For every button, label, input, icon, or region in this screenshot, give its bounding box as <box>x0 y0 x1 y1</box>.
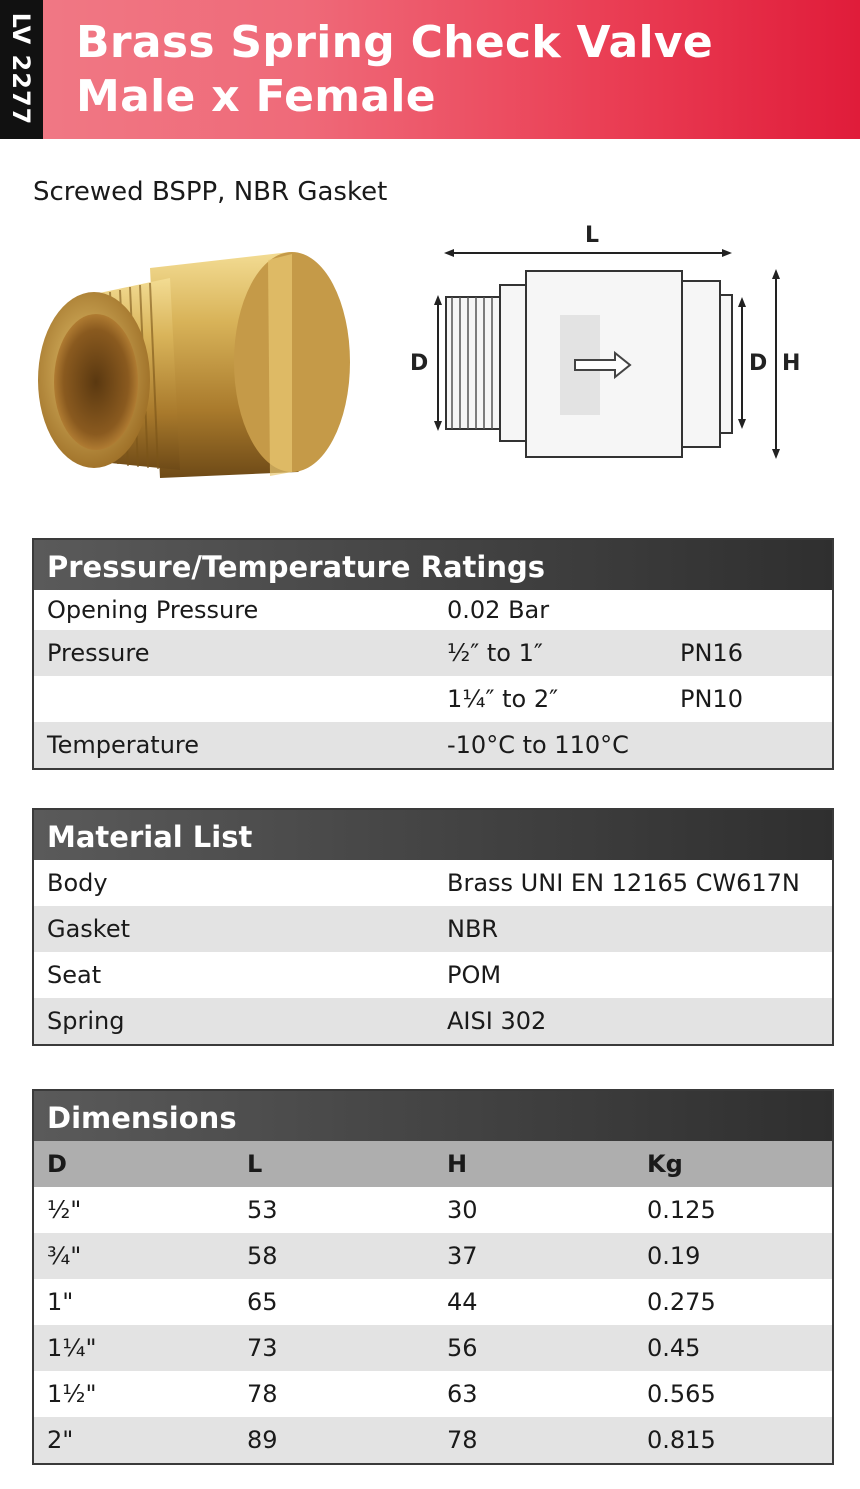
table-row <box>34 1233 832 1279</box>
dim-kg: 0.125 <box>647 1196 716 1224</box>
material-spec: Brass UNI EN 12165 CW617N <box>447 869 800 897</box>
pressure-value: -10°C to 110°C <box>447 731 629 759</box>
dim-d: 1" <box>47 1288 74 1316</box>
page-title <box>76 16 713 124</box>
dim-l: 89 <box>247 1426 278 1454</box>
dim-l: 78 <box>247 1380 278 1408</box>
table-row <box>34 1371 832 1417</box>
dim-kg: 0.815 <box>647 1426 716 1454</box>
material-spec: AISI 302 <box>447 1007 547 1035</box>
column-header-l: L <box>247 1150 263 1178</box>
pressure-label: Pressure <box>47 639 150 667</box>
pressure-value: ½″ to 1″ <box>447 639 543 667</box>
table-row <box>34 1417 832 1463</box>
dim-h: 30 <box>447 1196 478 1224</box>
dim-d: ½" <box>47 1196 82 1224</box>
dim-kg: 0.19 <box>647 1242 701 1270</box>
product-code: LV 2277 <box>7 12 35 126</box>
dim-h: 44 <box>447 1288 478 1316</box>
dimensions-table-title: Dimensions <box>34 1091 832 1141</box>
dim-h: 37 <box>447 1242 478 1270</box>
dim-kg: 0.565 <box>647 1380 716 1408</box>
material-part: Gasket <box>47 915 131 943</box>
dim-d: 2" <box>47 1426 74 1454</box>
pressure-value: 1¼″ to 2″ <box>447 685 559 713</box>
connection-subtitle: Screwed BSPP, NBR Gasket <box>33 177 388 207</box>
column-header-h: H <box>447 1150 468 1178</box>
dim-l: 65 <box>247 1288 278 1316</box>
column-header-d: D <box>47 1150 67 1178</box>
pressure-label: Opening Pressure <box>47 596 259 624</box>
table-row <box>34 952 832 998</box>
dim-kg: 0.45 <box>647 1334 701 1362</box>
material-part: Spring <box>47 1007 125 1035</box>
dim-label-d-right: D <box>749 351 768 376</box>
pressure-table <box>32 538 834 770</box>
dim-d: 1½" <box>47 1380 97 1408</box>
dim-kg: 0.275 <box>647 1288 716 1316</box>
material-table <box>32 808 834 1046</box>
material-spec: POM <box>447 961 502 989</box>
table-row <box>34 998 832 1044</box>
pressure-label: Temperature <box>47 731 200 759</box>
table-row <box>34 1279 832 1325</box>
dim-label-l: L <box>585 223 600 248</box>
pressure-rating: PN16 <box>680 639 743 667</box>
table-row <box>34 590 832 630</box>
table-row <box>34 1187 832 1233</box>
dimension-drawing <box>400 215 830 465</box>
dim-d: 1¼" <box>47 1334 97 1362</box>
pressure-table-title: Pressure/Temperature Ratings <box>34 540 832 590</box>
table-row <box>34 630 832 676</box>
header-banner <box>0 0 860 139</box>
valve-photo <box>30 240 370 490</box>
title-line-1: Brass Spring Check Valve <box>76 17 713 68</box>
table-row <box>34 860 832 906</box>
pressure-rating: PN10 <box>680 685 743 713</box>
table-row <box>34 676 832 722</box>
dim-l: 73 <box>247 1334 278 1362</box>
material-spec: NBR <box>447 915 499 943</box>
dim-d: ¾" <box>47 1242 82 1270</box>
material-table-title: Material List <box>34 810 832 860</box>
dim-h: 78 <box>447 1426 478 1454</box>
dimensions-table <box>32 1089 834 1465</box>
title-line-2: Male x Female <box>76 71 436 122</box>
column-header-kg: Kg <box>647 1150 683 1178</box>
product-code-tab <box>0 0 43 139</box>
material-part: Body <box>47 869 108 897</box>
table-row <box>34 1325 832 1371</box>
material-part: Seat <box>47 961 102 989</box>
dim-l: 53 <box>247 1196 278 1224</box>
table-row <box>34 906 832 952</box>
dim-h: 63 <box>447 1380 478 1408</box>
dimensions-header-row <box>34 1141 832 1187</box>
dim-l: 58 <box>247 1242 278 1270</box>
pressure-value: 0.02 Bar <box>447 596 550 624</box>
dim-label-h: H <box>782 351 801 376</box>
dim-h: 56 <box>447 1334 478 1362</box>
dim-label-d-left: D <box>410 351 429 376</box>
table-row <box>34 722 832 768</box>
